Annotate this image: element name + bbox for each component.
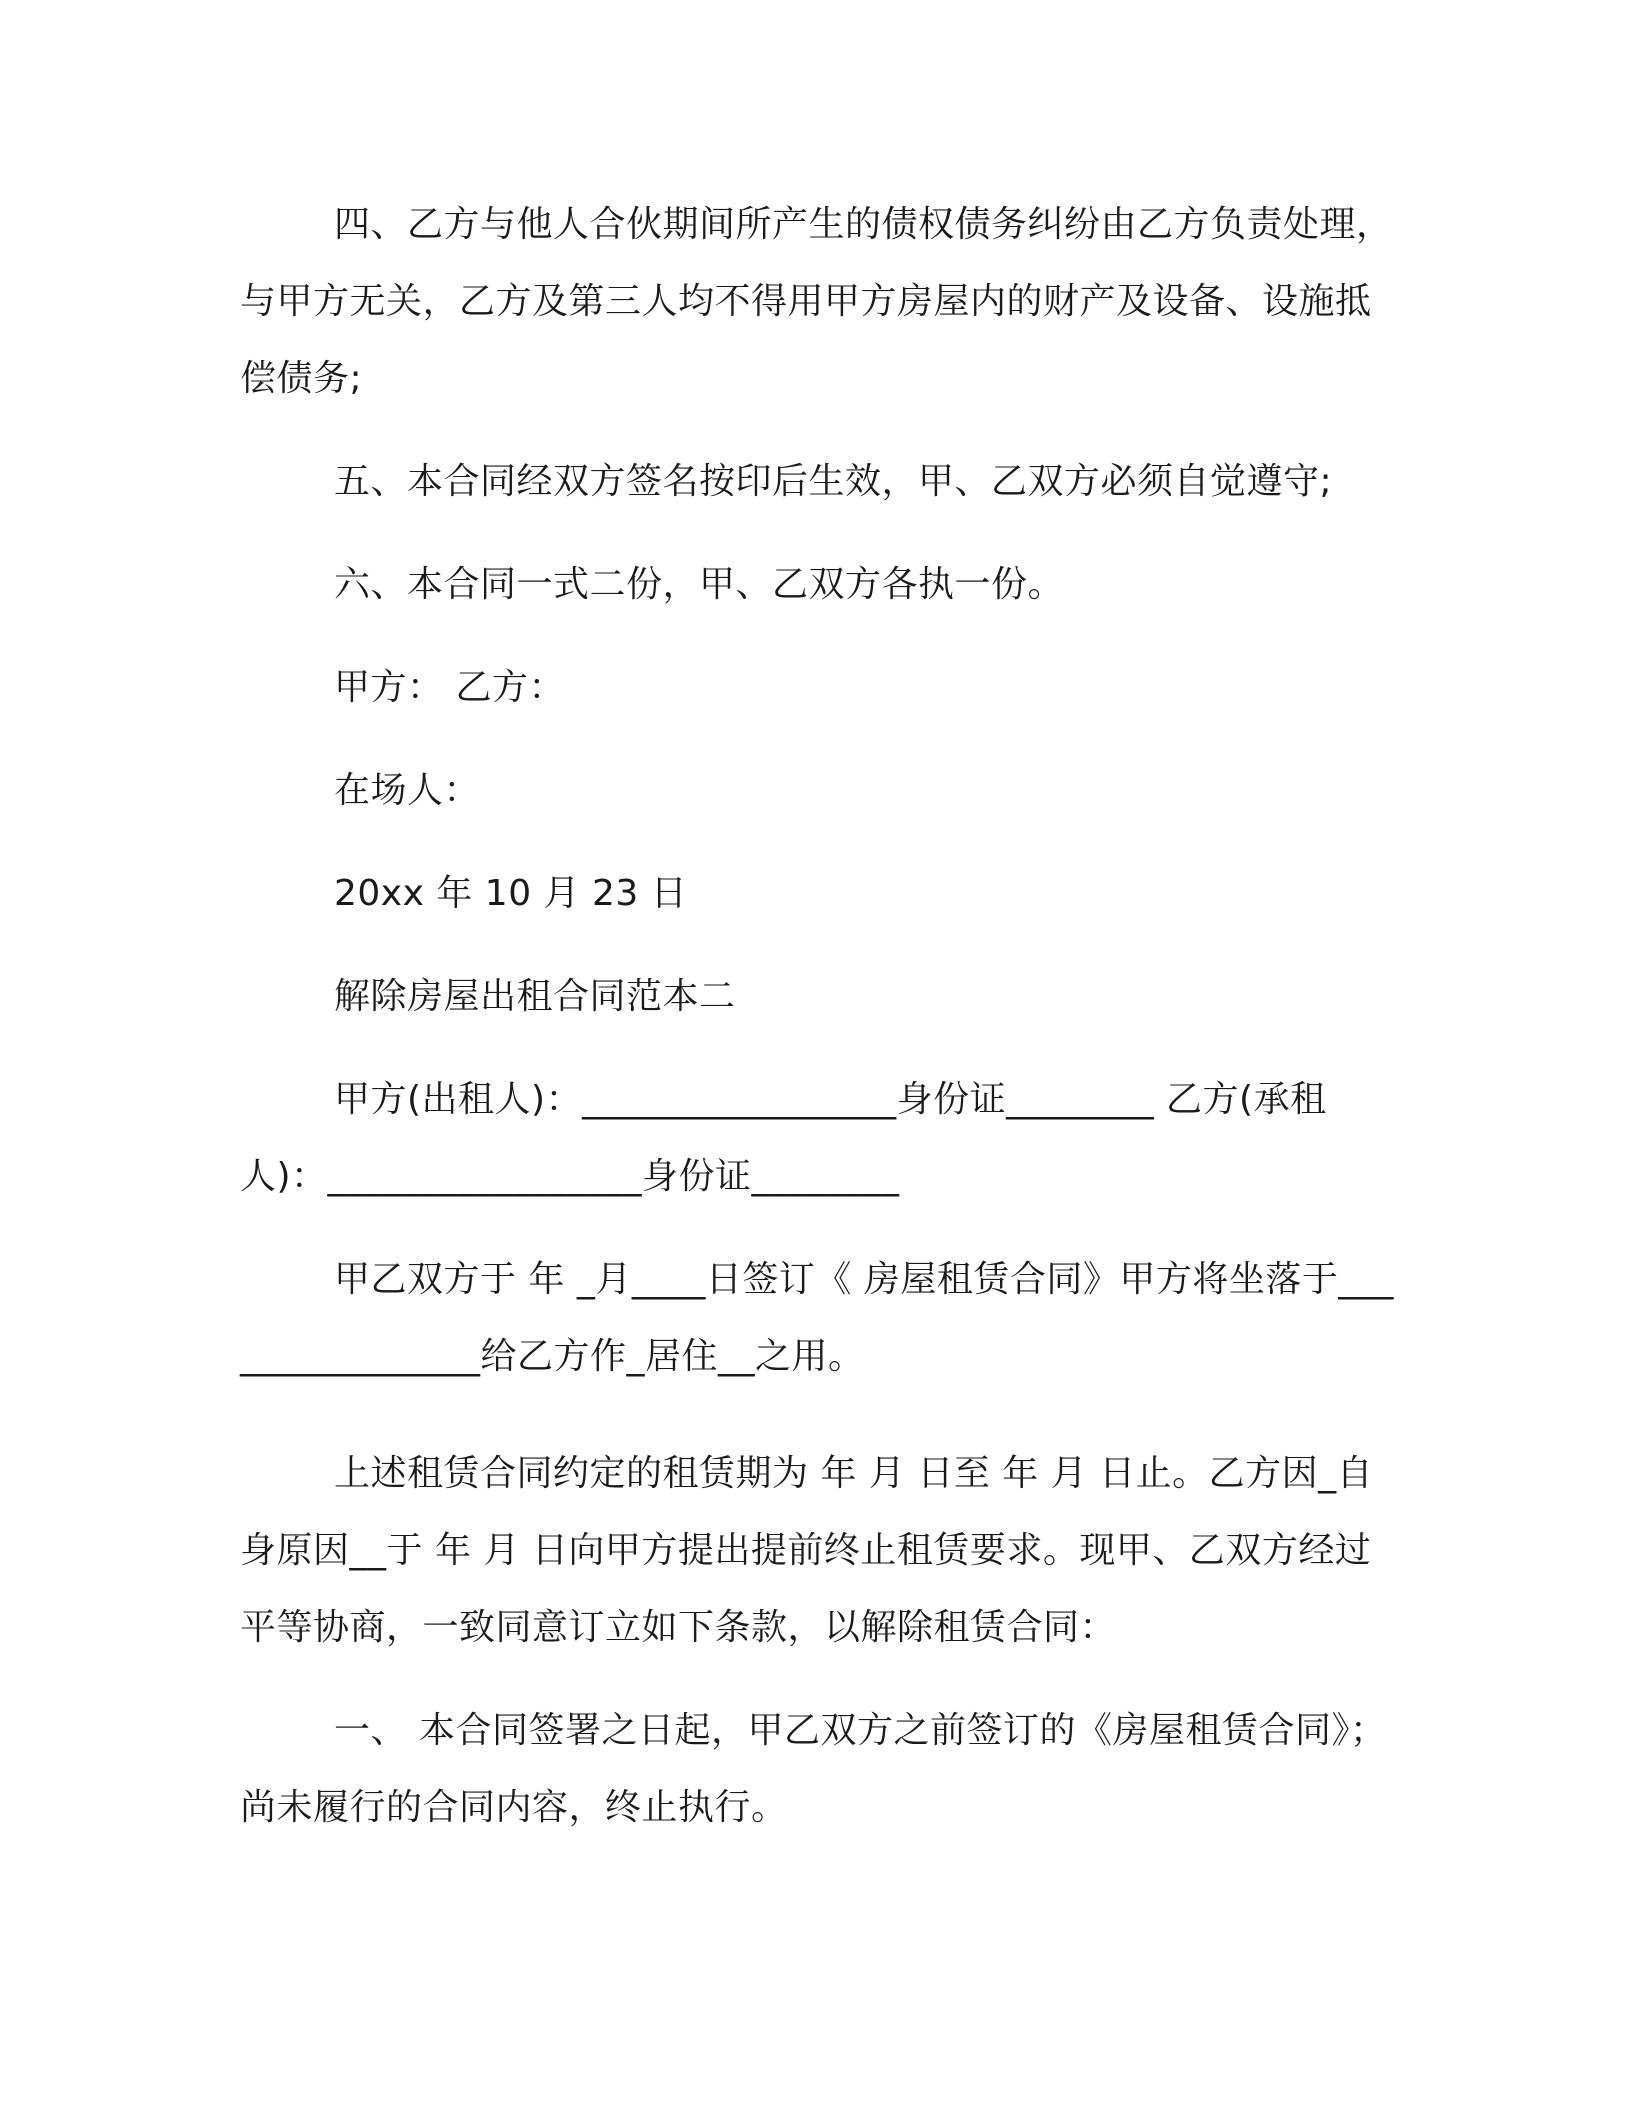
clause-five: 五、本合同经双方签名按印后生效，甲、乙双方必须自觉遵守; — [334, 461, 1333, 502]
witness-line: 在场人： — [334, 770, 481, 811]
original-contract-info: 甲乙双方于 年 _月____日签订《 房屋租赁合同》甲方将坐落于________________给乙方作_居住__之用。 — [240, 1259, 1394, 1377]
clause-six: 六、本合同一式二份，甲、乙双方各执一份。 — [334, 564, 1065, 605]
date-line: 20xx 年 10 月 23 日 — [334, 873, 688, 914]
clause-four: 四、乙方与他人合伙期间所产生的债权债务纠纷由乙方负责处理，与甲方无关，乙方及第三人均不得用甲方房屋内的财产及设备、设施抵偿债务; — [240, 204, 1393, 399]
signature-parties: 甲方： 乙方： — [334, 667, 565, 708]
termination-reason: 上述租赁合同约定的租赁期为 年 月 日至 年 月 日止。乙方因_自身原因__于 年 月 日向甲方提出提前终止租赁要求。现甲、乙双方经过平等协商，一致同意订立如下条款，以解除租赁合同： — [240, 1453, 1374, 1648]
document-page — [240, 186, 1406, 1846]
termination-clause-one: 一、 本合同签署之日起，甲乙双方之前签订的《房屋租赁合同》；尚未履行的合同内容，终止执行。 — [240, 1710, 1387, 1828]
parties-info: 甲方(出租人)：_________________身份证________ 乙方(承租人)：_________________身份证________ — [240, 1079, 1327, 1197]
template-two-title: 解除房屋出租合同范本二 — [334, 976, 736, 1017]
